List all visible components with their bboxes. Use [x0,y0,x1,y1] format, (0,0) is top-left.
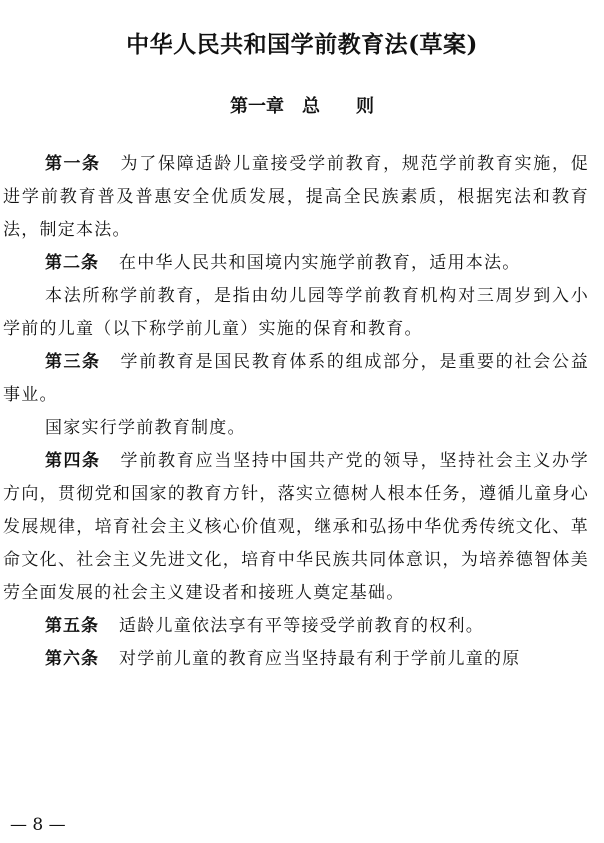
article-label: 第六条 [45,649,99,669]
article-label: 第五条 [45,616,99,636]
article-label: 第一条 [45,154,101,174]
article-text: 本法所称学前教育，是指由幼儿园等学前教育机构对三周岁到入小学前的儿童（以下称学前儿童）实施的保育和教育。 [3,286,589,339]
paragraph-3 [3,280,589,346]
article-text: 在中华人民共和国境内实施学前教育，适用本法。 [119,253,521,273]
paragraph-2 [3,247,589,280]
paragraph-1 [3,148,589,247]
article-label: 第三条 [45,352,101,372]
article-text: 为了保障适龄儿童接受学前教育，规范学前教育实施，促进学前教育普及普惠安全优质发展，提高全民族素质，根据宪法和教育法，制定本法。 [3,154,590,240]
document-title: 中华人民共和国学前教育法(草案) [126,31,478,58]
paragraph-5 [3,412,589,445]
paragraph-6 [3,445,589,610]
chapter-title: 第一章 总 则 [230,96,374,117]
paragraph-7 [3,610,589,643]
document-body [3,148,589,676]
page-number: — 8 — [10,815,66,835]
article-label: 第二条 [45,253,99,273]
article-text: 学前教育是国民教育体系的组成部分，是重要的社会公益事业。 [3,352,590,405]
article-text: 学前教育应当坚持中国共产党的领导，坚持社会主义办学方向，贯彻党和国家的教育方针，落实立德树人根本任务，遵循儿童身心发展规律，培育社会主义核心价值观，继承和弘扬中华优秀传统文化、革命文化、社会主义先进文化，培育中华民族共同体意识，为培养德智体美劳全面发展的社会主义建设者和接班人奠定基础。 [3,451,590,603]
article-text: 适龄儿童依法享有平等接受学前教育的权利。 [119,616,484,636]
paragraph-8 [3,643,589,676]
article-text: 对学前儿童的教育应当坚持最有利于学前儿童的原 [119,649,521,669]
paragraph-4 [3,346,589,412]
article-label: 第四条 [45,451,101,471]
article-text: 国家实行学前教育制度。 [45,418,246,438]
